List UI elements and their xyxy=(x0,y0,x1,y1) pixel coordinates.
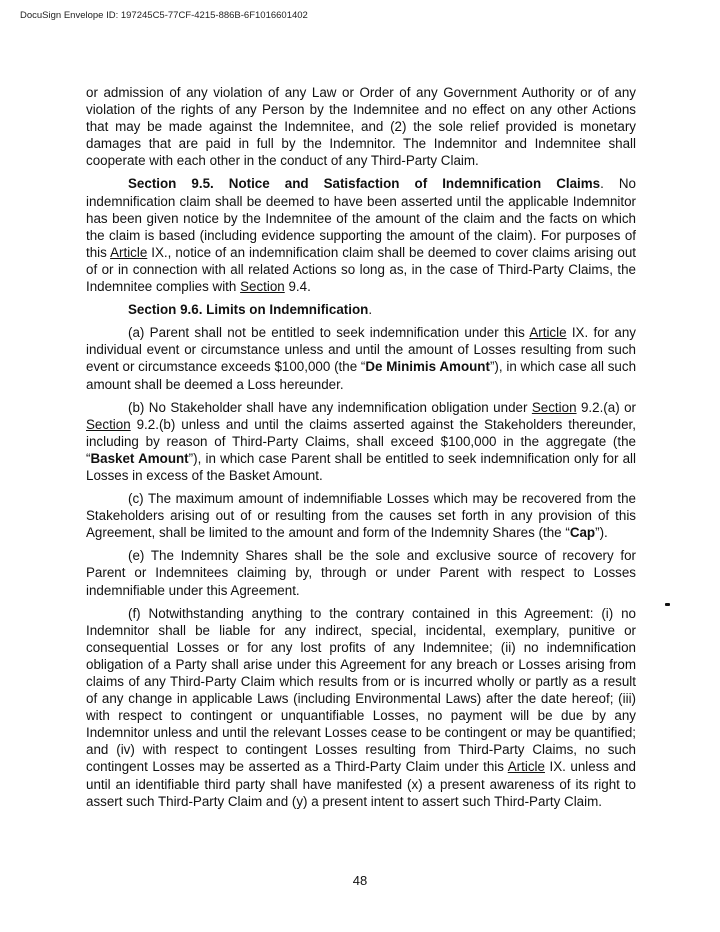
defined-term: Cap xyxy=(569,525,596,541)
page-number: 48 xyxy=(352,873,368,888)
section-reference-link[interactable]: Section xyxy=(240,279,285,295)
paragraph-continuation: or admission of any violation of any Law or Order of any Government Authority or of any violation of the rights of any Person by the Indemnitee and no effect on any other Actions that may be made against the Indemnitee, and (2) the sole relief provided is monetary damages that are paid in full by the Indemnitor. The Indemnitor and Indemnitee shall cooperate with each other in the conduct of any Third-Party Claim. xyxy=(86,85,636,169)
section-9-6-heading: Section 9.6. Limits on Indemnification xyxy=(128,302,369,318)
section-9-5-heading: Section 9.5. Notice and Satisfaction of Indemnification Claims xyxy=(128,176,601,192)
section-reference-link[interactable]: Section xyxy=(86,416,131,432)
margin-mark xyxy=(665,603,670,606)
defined-term: De Minimis Amount xyxy=(365,359,490,375)
section-9-5: Section 9.5. Notice and Satisfaction of Indemnification Claims. No indemnification claim shall be deemed to have been asserted until the applicable Indemnitor has been given notice by the Indemnitee of the amount of the claim and the facts on which the claim is based (including evidence supporting the amount of the claim). For purposes of this Article IX., notice of an indemnification claim shall be deemed to cover claims arising out of or in connection with all related Actions so long as, in the case of Third-Party Claims, the Indemnitee complies with Section 9.4. xyxy=(86,176,637,295)
article-reference-link[interactable]: Article xyxy=(507,759,545,775)
clause-e: (e) The Indemnity Shares shall be the sole and exclusive source of recovery for Parent or Indemnitees claiming by, through or under Parent with respect to Losses indemnifiable under this Agreement. xyxy=(86,548,636,598)
section-9-6: Section 9.6. Limits on Indemnification. xyxy=(128,302,373,318)
section-reference-link[interactable]: Section xyxy=(531,399,577,415)
clause-a: (a) Parent shall not be entitled to seek indemnification under this Article IX. for any individual event or circumstance unless and until the amount of Losses resulting from such event or circumstance exceeds $100,000 (the “De Minimis Amount”), in which case all such amount shall be deemed a Loss hereunder. xyxy=(86,325,637,392)
article-reference-link[interactable]: Article xyxy=(529,325,567,341)
clause-b: (b) No Stakeholder shall have any indemnification obligation under Section 9.2.(a) or Section 9.2.(b) unless and until the claims asserted against the Stakeholders thereunder, including by reason of Third-Party Claims, shall exceed $100,000 in the aggregate (the “Basket Amount”), in which case Parent shall be entitled to seek indemnification only for all Losses in excess of the Basket Amount. xyxy=(86,399,637,483)
clause-f: (f) Notwithstanding anything to the contrary contained in this Agreement: (i) no Indemnitor shall be liable for any indirect, special, incidental, exemplary, punitive or consequential Losses or for any lost profits of any Indemnitee; (ii) no indemnification obligation of a Party shall arise under this Agreement for any breach or Losses arising from claims of any Third-Party Claim which results from or is incurred wholly or partly as a result of any change in applicable Laws (including Environmental Laws) after the date hereof; (iii) with respect to contingent or unquantifiable Losses, no payment will be due by any Indemnitor unless and until the relevant Losses cease to be contingent or may be quantified; and (iv) with respect to contingent Losses resulting from Third-Party Claims, no such contingent Losses may be asserted as a Third-Party Claim under this Article IX. unless and until an identifiable third party shall have manifested (x) a present awareness of its right to assert such Third-Party Claim and (y) a present intent to assert such Third-Party Claim. xyxy=(86,605,636,809)
defined-term: Basket Amount xyxy=(90,450,189,466)
docusign-envelope-id: DocuSign Envelope ID: 197245C5-77CF-4215-886B-6F1016601402 xyxy=(20,10,308,21)
clause-c: (c) The maximum amount of indemnifiable Losses which may be recovered from the Stakeholders arising out of or resulting from the causes set forth in any provision of this Agreement, shall be limited to the amount and form of the Indemnity Shares (the “Cap”). xyxy=(86,491,636,541)
article-reference-link[interactable]: Article xyxy=(110,244,148,260)
document-body xyxy=(86,84,636,816)
